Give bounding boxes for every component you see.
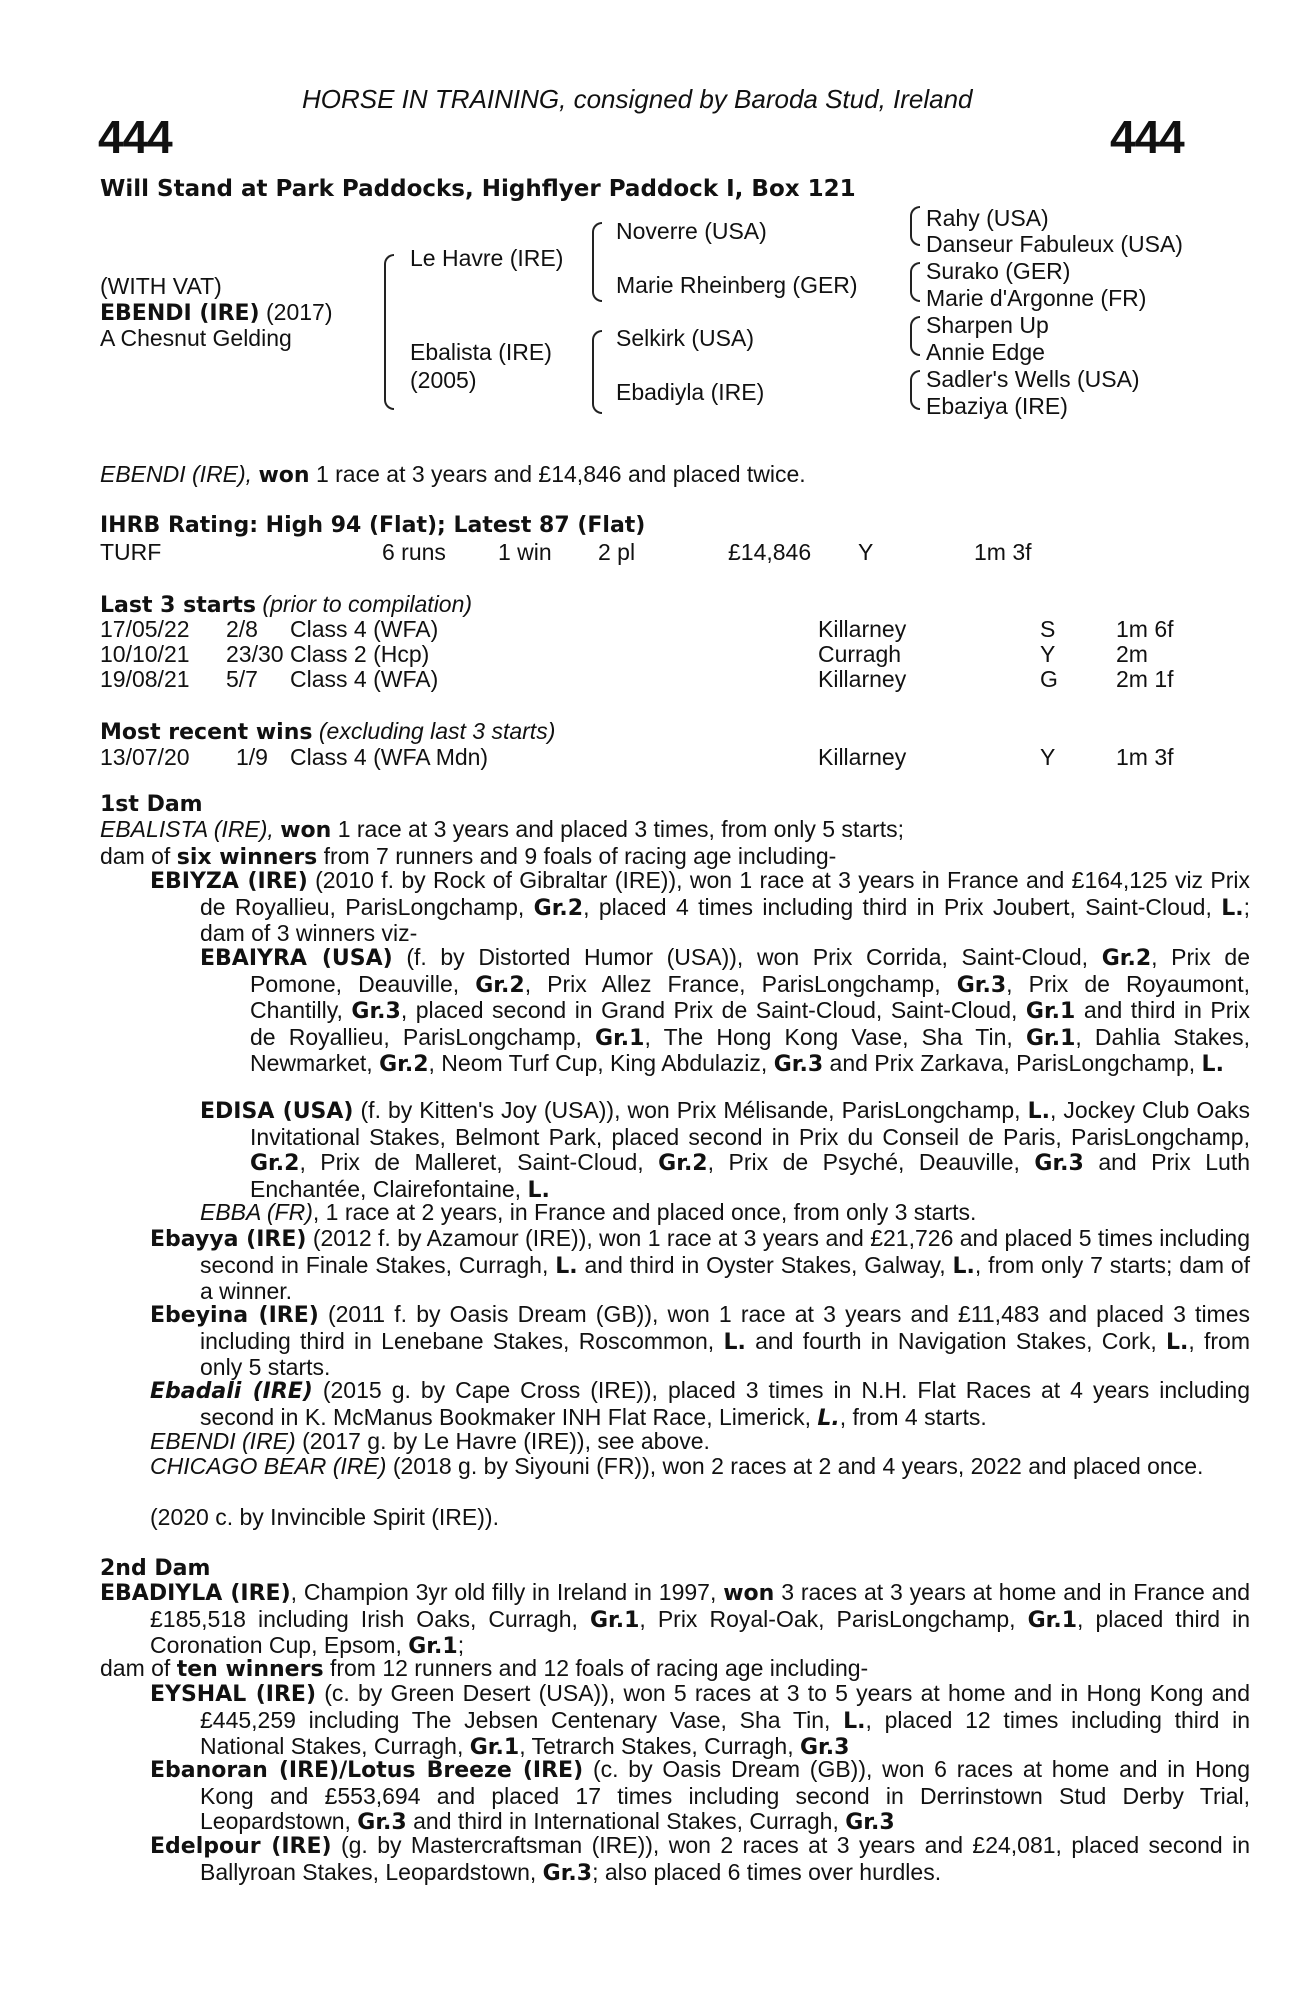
produce-text: , Prix de Pomone, Deauville, <box>250 944 1250 997</box>
grade-label: Gr.3 <box>351 999 401 1024</box>
turf-label: TURF <box>100 539 162 565</box>
last3-course: Killarney <box>818 616 907 642</box>
produce-text: (f. by Kitten's Joy (USA)), won Prix Mélisande, ParisLongchamp, <box>360 1097 1021 1123</box>
turf-runs: 6 runs <box>382 539 446 565</box>
produce-ebba <box>200 1200 1200 1226</box>
produce-edisa <box>200 1098 1250 1203</box>
pedigree-ggp-1: Rahy (USA) <box>926 205 1049 231</box>
recent-going: Y <box>1040 744 1056 770</box>
produce-text: (g. by Mastercraftsman (IRE)), won 2 races at 3 years and £24,081, placed second in Ballyroan Stakes, Leopardstown, <box>200 1832 1251 1885</box>
produce-text: and fourth in Navigation Stakes, Cork, <box>755 1327 1157 1354</box>
produce-name: Ebanoran (IRE)/Lotus Breeze (IRE) <box>150 1758 584 1783</box>
produce-ebendi <box>150 1429 1200 1455</box>
produce-text: , placed second in Grand Prix de Saint-Cloud, Saint-Cloud, <box>400 997 1018 1023</box>
won-label: won <box>723 1581 775 1606</box>
produce-text: (2020 c. by Invincible Spirit (IRE)). <box>150 1504 499 1530</box>
produce-name: EBIYZA (IRE) <box>150 869 308 894</box>
produce-name: EBBA (FR) <box>200 1199 313 1225</box>
grade-label: Gr.3 <box>542 1860 593 1886</box>
recent-distance: 1m 3f <box>1116 744 1174 770</box>
listed-label: L. <box>555 1253 578 1279</box>
last3-going: S <box>1040 616 1056 642</box>
pedigree-ggp-6: Annie Edge <box>926 339 1045 365</box>
grade-label: Gr.2 <box>658 1151 708 1176</box>
produce-text: (2011 f. by Oasis Dream (GB)), won 1 race at 3 years and £11,483 and placed 3 times including third in Lenebane Stakes, Roscommon, <box>200 1301 1251 1354</box>
consignment-header: HORSE IN TRAINING, consigned by Baroda Stud, Ireland <box>302 84 973 114</box>
last3-position: 5/7 <box>226 666 258 692</box>
produce-eyshal <box>150 1681 1250 1761</box>
produce-text: and Prix Zarkava, ParisLongchamp, <box>829 1050 1196 1076</box>
recent-course: Killarney <box>818 744 907 770</box>
grade-label: Gr.3 <box>1034 1151 1084 1176</box>
race-summary <box>100 462 806 488</box>
produce-text: (f. by Distorted Humor (USA)), won Prix Corrida, Saint-Cloud, <box>406 944 1089 970</box>
produce-ebanoran <box>150 1757 1250 1836</box>
recent-position: 1/9 <box>236 744 268 770</box>
produce-text: , Prix de Malleret, Saint-Cloud, <box>299 1149 644 1175</box>
grade-label: Gr.3 <box>800 1735 850 1760</box>
produce-text: (2018 g. by Siyouni (FR)), won 2 races at 2 and 4 years, 2022 and placed once. <box>392 1453 1204 1479</box>
pedigree-ggp-3: Surako (GER) <box>926 258 1071 284</box>
last3-date: 17/05/22 <box>100 616 190 642</box>
produce-text: (c. by Oasis Dream (GB)), won 6 races at home and in Hong Kong and £553,694 and placed 17 times including second in Derrinstown Stud Derby Trial, Leopardstown, <box>200 1756 1250 1834</box>
first-dam-title: 1st Dam <box>100 792 203 817</box>
last3-note: (prior to compilation) <box>262 591 473 617</box>
last3-course: Curragh <box>818 641 902 667</box>
produce-text: ; dam of 3 winners viz- <box>200 893 1251 946</box>
first-dam-intro <box>100 817 1200 870</box>
produce-ebiyza <box>150 868 1250 947</box>
last3-position: 23/30 <box>226 641 284 667</box>
grade-label: Gr.1 <box>589 1607 640 1633</box>
produce-prefix: dam of <box>100 842 171 869</box>
produce-name: CHICAGO BEAR (IRE) <box>150 1453 387 1479</box>
pedigree-ggp-5: Sharpen Up <box>926 312 1049 338</box>
produce-ebaiyra <box>200 945 1250 1078</box>
pedigree-dam: Ebalista (IRE) <box>410 339 552 365</box>
last3-going: Y <box>1040 641 1056 667</box>
recent-wins-title: Most recent wins <box>100 720 313 745</box>
horse-description: A Chesnut Gelding <box>100 325 292 351</box>
produce-text: , Tetrarch Stakes, Curragh, <box>519 1733 794 1759</box>
pedigree-ggp-4: Marie d'Argonne (FR) <box>926 285 1147 311</box>
grade-label: Gr.1 <box>1027 1607 1078 1633</box>
produce-text: , from only 7 starts; dam of a winner. <box>200 1251 1251 1304</box>
grade-label: Gr.1 <box>595 1025 645 1051</box>
listed-label: L. <box>1165 1329 1189 1355</box>
produce-text: , from 4 starts. <box>839 1403 987 1430</box>
produce-ebeyina <box>150 1302 1250 1381</box>
dam-text: , Prix Royal-Oak, ParisLongchamp, <box>639 1605 1016 1632</box>
produce-ebadali <box>150 1378 1250 1431</box>
produce-edelpour <box>150 1833 1250 1886</box>
produce-text: and third in International Stakes, Curragh, <box>413 1808 839 1834</box>
horse-title <box>100 300 332 326</box>
horse-name: EBENDI (IRE) <box>100 301 260 326</box>
winner-count: six winners <box>176 844 318 870</box>
horse-year: (2017) <box>266 299 333 325</box>
produce-text: ; also placed 6 times over hurdles. <box>592 1858 942 1885</box>
produce-suffix: from 12 runners and 12 foals of racing age including- <box>329 1655 869 1681</box>
grade-label: Gr.1 <box>1025 999 1076 1024</box>
produce-text: , The Hong Kong Vase, Sha Tin, <box>644 1023 1013 1050</box>
summary-won: won <box>258 463 310 488</box>
produce-text: , placed 12 times including third in National Stakes, Curragh, <box>200 1706 1250 1759</box>
lot-number-right: 444 <box>1110 111 1184 163</box>
grade-label: Gr.2 <box>1101 946 1152 971</box>
second-dam-title: 2nd Dam <box>100 1556 211 1581</box>
produce-name: EDISA (USA) <box>200 1099 354 1124</box>
grade-label: Gr.1 <box>1025 1025 1076 1051</box>
stable-location: Will Stand at Park Paddocks, Highflyer Paddock I, Box 121 <box>100 176 856 202</box>
grade-label: Gr.3 <box>357 1810 407 1835</box>
listed-label: L. <box>952 1253 975 1279</box>
produce-text: , Prix Allez France, ParisLongchamp, <box>524 970 941 997</box>
pedigree-ggp-7: Sadler's Wells (USA) <box>926 366 1140 392</box>
last3-class: Class 4 (WFA) <box>290 616 439 642</box>
lot-number-left: 444 <box>98 111 172 163</box>
listed-label: L. <box>1221 895 1244 921</box>
dam-name: EBALISTA (IRE), <box>100 816 274 842</box>
winner-count: ten winners <box>176 1657 324 1682</box>
produce-text: and third in Oyster Stakes, Galway, <box>584 1251 946 1278</box>
produce-text: , from only 5 starts. <box>200 1327 1251 1380</box>
produce-text: (c. by Green Desert (USA)), won 5 races at 3 to 5 years at home and in Hong Kong and £445,259 including The Jebsen Centenary Vase, Sha Tin, <box>200 1680 1250 1733</box>
produce-name: EYSHAL (IRE) <box>150 1682 317 1707</box>
produce-prefix: dam of <box>100 1655 171 1681</box>
recent-wins-note: (excluding last 3 starts) <box>318 718 556 744</box>
produce-name: Edelpour (IRE) <box>150 1834 332 1859</box>
second-dam-produce-line <box>100 1656 1200 1683</box>
produce-name: Ebeyina (IRE) <box>150 1303 319 1328</box>
listed-label: L. <box>843 1708 866 1734</box>
produce-text: , Jockey Club Oaks Invitational Stakes, Belmont Park, placed second in Prix du Conseil de Paris, ParisLongchamp, <box>250 1097 1251 1150</box>
dam-text: , placed third in Coronation Cup, Epsom, <box>150 1605 1250 1658</box>
won-label: won <box>280 818 332 843</box>
produce-text: , Neom Turf Cup, King Abdulaziz, <box>428 1050 768 1076</box>
last3-class: Class 4 (WFA) <box>290 666 439 692</box>
produce-text: , Prix de Psyché, Deauville, <box>707 1149 1020 1175</box>
recent-date: 13/07/20 <box>100 744 190 770</box>
produce-text: and Prix Luth Enchantée, Clairefontaine, <box>250 1149 1251 1202</box>
produce-name: EBENDI (IRE) <box>150 1428 296 1454</box>
produce-2020-colt <box>150 1505 1200 1531</box>
produce-name: Ebadali (IRE) <box>150 1379 313 1404</box>
pedigree-brace-gg1 <box>910 206 920 246</box>
grade-label: Gr.2 <box>533 895 584 921</box>
grade-label: Gr.3 <box>956 972 1007 998</box>
recent-class: Class 4 (WFA Mdn) <box>290 744 489 770</box>
pedigree-dam-sire: Selkirk (USA) <box>616 325 755 351</box>
produce-text: (2017 g. by Le Havre (IRE)), see above. <box>302 1428 710 1454</box>
last3-distance: 2m 1f <box>1116 666 1174 692</box>
last3-going: G <box>1040 666 1058 692</box>
pedigree-brace-sire <box>592 222 602 302</box>
produce-text: (2012 f. by Azamour (IRE)), won 1 race at 3 years and £21,726 and placed 5 times including second in Finale Stakes, Curragh, <box>200 1225 1251 1278</box>
produce-ebayya <box>150 1226 1250 1305</box>
listed-label: L. <box>1201 1052 1224 1077</box>
pedigree-sire: Le Havre (IRE) <box>410 245 564 271</box>
turf-earnings: £14,846 <box>728 539 812 565</box>
last3-date: 19/08/21 <box>100 666 190 692</box>
recent-wins-heading <box>100 719 555 745</box>
produce-text: , 1 race at 2 years, in France and placed once, from only 3 starts. <box>312 1199 977 1225</box>
grade-label: Gr.3 <box>773 1052 824 1077</box>
last3-position: 2/8 <box>226 616 258 642</box>
listed-label: L. <box>1027 1099 1050 1124</box>
pedigree-sire-dam: Marie Rheinberg (GER) <box>616 272 858 298</box>
pedigree-brace-gg3 <box>910 316 920 356</box>
ihrb-rating: IHRB Rating: High 94 (Flat); Latest 87 (Flat) <box>100 513 646 538</box>
last3-distance: 1m 6f <box>1116 616 1174 642</box>
produce-text: and third in Prix de Royallieu, ParisLongchamp, <box>250 997 1251 1050</box>
dam-text: 3 races at 3 years at home and in France and £185,518 including Irish Oaks, Curragh, <box>150 1579 1251 1632</box>
last3-date: 10/10/21 <box>100 641 190 667</box>
grade-label: Gr.1 <box>408 1634 458 1659</box>
grade-label: Gr.1 <box>469 1735 520 1760</box>
listed-label: L. <box>527 1177 550 1203</box>
produce-name: Ebayya (IRE) <box>150 1227 307 1252</box>
last3-class: Class 2 (Hcp) <box>290 641 430 667</box>
pedigree-brace-gg2 <box>910 262 920 302</box>
dam-text: , Champion 3yr old filly in Ireland in 1997, <box>290 1579 717 1605</box>
dam-text: ; <box>457 1632 465 1658</box>
grade-label: Gr.2 <box>475 972 525 998</box>
produce-text: (2010 f. by Rock of Gibraltar (IRE)), won 1 race at 3 years in France and £164,125 viz Prix de Royallieu, ParisLongchamp, <box>200 867 1250 920</box>
pedigree-sire-sire: Noverre (USA) <box>616 218 767 244</box>
pedigree-ggp-8: Ebaziya (IRE) <box>926 393 1068 419</box>
pedigree-dam-dam: Ebadiyla (IRE) <box>616 379 765 405</box>
produce-text: , Prix de Royaumont, Chantilly, <box>250 970 1251 1023</box>
produce-chicago-bear <box>150 1454 1250 1480</box>
produce-text: (2015 g. by Cape Cross (IRE)), placed 3 times in N.H. Flat Races at 4 years including second in K. McManus Bookmaker INH Flat Race, Limerick, <box>200 1377 1250 1430</box>
listed-label: L. <box>723 1329 746 1355</box>
grade-label: Gr.2 <box>250 1151 300 1176</box>
dam-name: EBADIYLA (IRE) <box>100 1581 291 1606</box>
dam-record: 1 race at 3 years and placed 3 times, from only 5 starts; <box>337 816 905 842</box>
produce-text: , placed 4 times including third in Prix Joubert, Saint-Cloud, <box>583 893 1212 920</box>
produce-text: , Dahlia Stakes, Newmarket, <box>250 1023 1250 1076</box>
vat-note: (WITH VAT) <box>100 273 222 299</box>
last3-title: Last 3 starts <box>100 593 257 618</box>
listed-label: L. <box>817 1405 840 1431</box>
summary-rest: 1 race at 3 years and £14,846 and placed twice. <box>315 461 806 487</box>
pedigree-brace-main <box>384 254 394 410</box>
summary-name: EBENDI (IRE), <box>100 461 253 487</box>
pedigree-brace-dam <box>592 330 602 414</box>
produce-name: EBAIYRA (USA) <box>200 946 393 971</box>
grade-label: Gr.3 <box>845 1810 895 1835</box>
produce-suffix: from 7 runners and 9 foals of racing age including- <box>323 842 837 869</box>
grade-label: Gr.2 <box>379 1052 429 1077</box>
turf-placed: 2 pl <box>598 539 636 565</box>
pedigree-dam-year: (2005) <box>410 367 477 393</box>
turf-wins: 1 win <box>498 539 552 565</box>
turf-going: Y <box>858 539 874 565</box>
pedigree-ggp-2: Danseur Fabuleux (USA) <box>926 231 1183 257</box>
last3-course: Killarney <box>818 666 907 692</box>
turf-distance: 1m 3f <box>974 539 1032 565</box>
pedigree-brace-gg4 <box>910 370 920 410</box>
last3-heading <box>100 592 472 618</box>
last3-distance: 2m <box>1116 641 1148 667</box>
second-dam-intro <box>100 1580 1250 1660</box>
